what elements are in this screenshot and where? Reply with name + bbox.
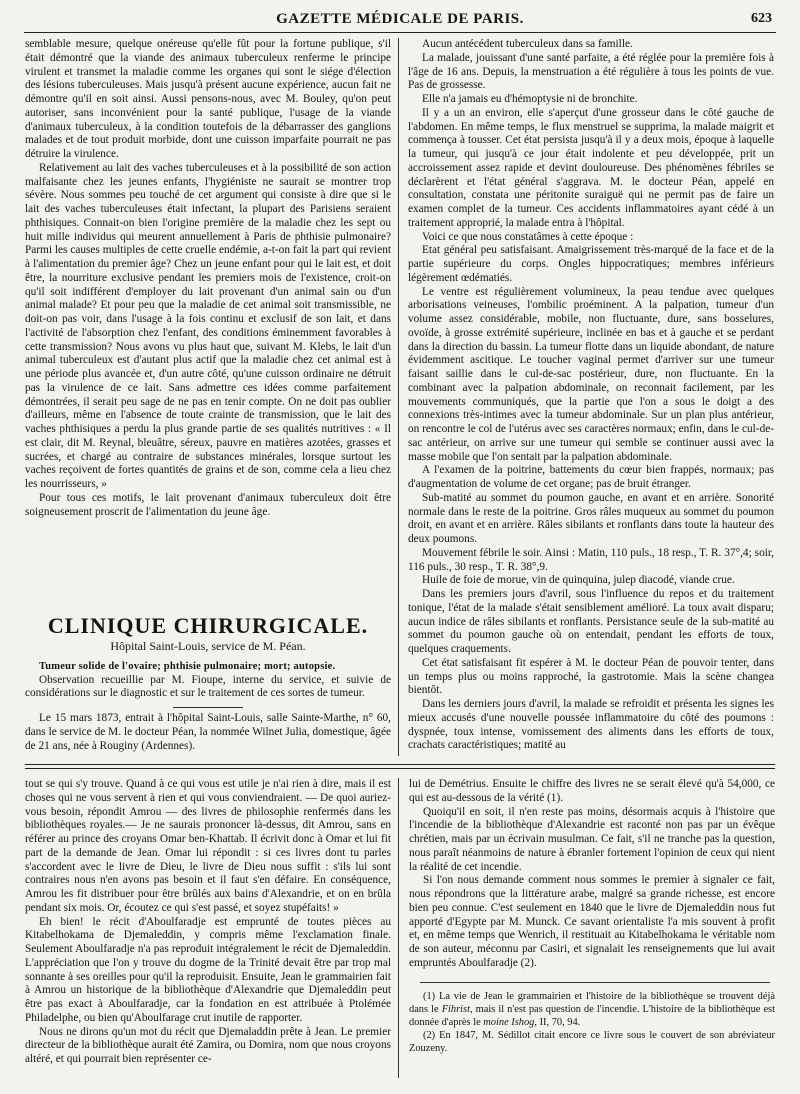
section-subtitle: Hôpital Saint-Louis, service de M. Péan. [110, 639, 306, 653]
paragraph: A l'examen de la poitrine, battements du cœur bien frappés, normaux; pas d'augmentation de volume de cet organe; pas de bruit étranger. [408, 464, 774, 490]
paragraph: La malade, jouissant d'une santé parfaite, a été réglée pour la première fois à l'âge de 16 ans. Depuis, la menstruation a été régulière à tous les points de vue. Pas de grossesse. [408, 51, 774, 92]
paragraph: Elle n'a jamais eu d'hémoptysie ni de bronchite. [422, 93, 638, 105]
paragraph: Pour tous ces motifs, le lait provenant d'animaux tuberculeux doit être soigneusement proscrit de l'alimentation du jeune âge. [25, 491, 391, 518]
footnotes [409, 990, 775, 1086]
observation-note: Observation recueillie par M. Fioupe, interne du service, et suivie de considérations sur le diagnostic et sur le traitement de ces sortes de tumeur. [25, 673, 391, 700]
column-top-right [408, 38, 774, 754]
page-header [24, 10, 776, 33]
paragraph: Quoiqu'il en soit, il n'en reste pas moins, désormais acquis à l'histoire que l'incendie de la bibliothèque d'Alexandrie est raconté non pas par un évêque chrétien, mais par un écrivain musulman. Ce fait, s'il ne tranche pas la question, nous paraît néanmoins de nature à ébranler fortement l'opinion de ceux qui nient la réalité de cet incendie. [409, 805, 775, 873]
column-bottom-left [25, 778, 391, 1084]
column-top-left [25, 38, 391, 620]
paragraph: Eh bien! le récit d'Aboulfaradje est emprunté de toutes pièces au Kitabelhokama de Djemaleddin, y compris même l'exclamation finale. Seulement Aboulfaradje n'a pas reproduit intégralement le récit de Djemaleddin. L'appréciation que l'on y trouve du dogme de la Trinité devait être par trop mal sonnante à ses oreilles pour qu'il la reproduisit. Ensuite, Jean le grammairien fait à Amrou un historique de la bibliothèque d'Alexandrie que Djemaleddin peut être pas exact à Aboulfaradje, car la fondation en est attribuée à Ptolémée Philadelphe, ou bien qu'Aboulfarage crut inutile de rapporter. [25, 915, 391, 1024]
section-rule [25, 764, 775, 765]
column-divider [398, 778, 399, 1078]
short-divider [173, 707, 243, 708]
journal-title: GAZETTE MÉDICALE DE PARIS. [276, 11, 524, 27]
column-bottom-right [409, 778, 775, 974]
paragraph: Mouvement fébrile le soir. Ainsi : Matin, 110 puls., 18 resp., T. R. 37°,4; soir, 116 puls., 30 resp., T. R. 38°,9. [408, 546, 774, 573]
paragraph: Si l'on nous demande comment nous sommes le premier à signaler ce fait, nous répondrons que la littérature arabe, malgré sa grande richesse, est encore bien peu connue. C'est seulement en 1840 que le livre de Djemaleddin nous fut apporté d'Egypte par M. Munck. Ce savant orientaliste l'a mis souvent à profit et, en même temps que Wenrich, il restituait au Kitabelhokama le véritable nom de son auteur, méconnu par Casiri, et signalait les renseignements que lui avait empruntés Aboulfaradje (2). [409, 874, 775, 969]
section-rule [25, 768, 775, 769]
paragraph: Dans les derniers jours d'avril, la malade se refroidit et présenta les signes les mieux accusés d'une nouvelle poussée inflammatoire du côté des poumons : dyspnée, toux intense, vomissement des aliments dans les efforts de toux, crachats caractéristiques; matité au [408, 698, 774, 752]
footnote-rule [420, 982, 770, 983]
paragraph: Le ventre est régulièrement volumineux, la peau tendue avec quelques arborisations veineuses, l'ombilic proéminent. A la palpation, tumeur d'un volume assez considérable, mobile, non fluctuante, dure, sans bosselures, ovoïde, à grosse extrémité supérieure, inclinée en bas et à gauche et se perdant dans la direction du bassin. La tumeur flotte dans un liquide abondant, de nature évidemment ascitique. Le toucher vaginal permet d'arriver sur une tumeur faisant saillie dans le cul-de-sac postérieur, dure, non fluctuante. En la combinant avec la palpation abdominale, on reconnait facilement, par les mouvements communiqués, que la partie que l'on a sous le doigt a des connexions très-intimes avec la tumeur abdominale. Sur un plan plus antérieur, on rencontre le col de l'utérus avec ses caractères normaux; enfin, dans le cul-de-sac antérieur, on arrive sur une tumeur qui semble se continuer aussi avec la masse mobile que l'on sentait par la palpation abdominale. [408, 285, 774, 463]
paragraph: semblable mesure, quelque onéreuse qu'elle fût pour la fortune publique, s'il était démontré que la viande des animaux tuberculeux renferme le principe virulent et transmet la maladie comme les organes qui sont le siége d'élection des lésions tuberculeuses. Mais jusqu'à présent aucune expérience, aucun fait ne démontre qu'il en soit ainsi. Aussi pensons-nous, avec M. Bouley, qu'on peut autoriser, sans inconvénient pour la santé publique, l'usage de la viande d'animaux tuberculeux, à la condition toutefois de la débarrasser des ganglions malades et de tout produit morbide, dont une cuisson imparfaite pourrait ne pas détruire la virulence. [25, 38, 391, 160]
paragraph: Il y a un an environ, elle s'aperçut d'une grosseur dans le côté gauche de l'abdomen. En même temps, le flux menstruel se supprima, la malade maigrit et commença à tousser. Cet état persista jusqu'à il y a deux mois, époque à laquelle la tumeur, qui jusqu'à ce jour était indolente et peu développée, prit un accroissement assez rapide et devint douloureuse. Des phénomènes fébriles se déclarèrent et l'état général s'aggrava. M. le docteur Péan, appelé en consultation, constata une péritonite suraiguë qui ne permit pas de faire un examen complet de la tumeur. Ces accidents inflammatoires ayant cédé à un traitement approprié, la malade entra à l'hôpital. [408, 106, 774, 229]
paragraph: Sub-matité au sommet du poumon gauche, en avant et en arrière. Sonorité normale dans le reste de la poitrine. Gros râles muqueux au sommet du poumon droit, en avant et en arrière. Râles sibilants et ronflants dans toute la hauteur des deux poumons. [408, 491, 774, 545]
paragraph: Aucun antécédent tuberculeux dans sa famille. [422, 38, 633, 50]
page-number: 623 [751, 11, 772, 26]
footnote-2: (2) En 1847, M. Sédillot citait encore ce livre sous le couvert de son abréviateur Zouzeny. [409, 1030, 775, 1054]
paragraph: Etat général peu satisfaisant. Amaigrissement très-marqué de la face et de la partie supérieure du corps. Ongles hippocratiques; membres inférieurs légèrement œdématiés. [408, 244, 774, 284]
paragraph: Dans les premiers jours d'avril, sous l'influence du repos et du traitement tonique, l'état de la malade s'était sensiblement amélioré. La toux avait disparu; aucun indice de râles sibilants et ronflants. Persistance seule de la sub-matité au sommet du poumon gauche où on entendait, pendant les efforts de toux, quelques craquements. [408, 588, 774, 655]
paragraph: tout se qui s'y trouve. Quand à ce qui vous est utile je n'ai rien à dire, mais il est choses qui ne vous servent à rien et qui vous conviendraient. — De quoi auriez-vous besoin, répondit Amrou — des livres de philosophie renfermés dans les bibliothèques royales.— Je ne saurais prononcer là-dessus, dit Amrou, sans en référer au prince des croyans Omar ben-Khattab. Il écrivit donc à Omar et lui fit part de la demande de Jean. Omar lui répondit : si ces livres dont tu parles s'accordent avec le livre de Dieu, le livre de Dieu nous suffit : s'ils lui sont contraires nous n'en avons pas besoin et il faut s'en défaire. En conséquence, Amrou les fit distribuer pour être brûlés aux bains d'Alexandrie, et on en brûla pendant six mois. Or, écoutez ce qui s'est passé, et soyez stupéfaits! » [25, 778, 391, 914]
clinique-section [25, 596, 391, 758]
section-heading: CLINIQUE CHIRURGICALE. [47, 613, 369, 638]
paragraph: Voici ce que nous constatâmes à cette époque : [422, 230, 634, 243]
paragraph: Cet état satisfaisant fit espérer à M. le docteur Péan de pouvoir tenter, dans un temps plus ou moins rapproché, la gastrotomie. Mais la scène changea bientôt. [408, 656, 774, 697]
case-title: Tumeur solide de l'ovaire; phthisie pulmonaire; mort; autopsie. [39, 660, 336, 672]
column-divider [398, 38, 399, 756]
paragraph: Nous ne dirons qu'un mot du récit que Djemaladdin prête à Jean. Le premier directeur de la bibliothèque aurait été Zamira, ou Domira, nom que nous croyons altéré, et qui pourrait bien représenter ce- [25, 1025, 391, 1065]
paragraph: Relativement au lait des vaches tuberculeuses et à la possibilité de son action malfaisante chez les jeunes enfants, l'hygiéniste ne saurait se montrer trop sévère. Nous sommes peu touché de cet argument qui consiste à dire que si le lait des vaches tuberculeuses était infectant, la plupart des Parisiens seraient phthisiques. Connait-on bien l'origine première de la maladie chez les sept ou huit mille individus qui meurent annuellement à Paris de phthisie pulmonaire? Parmi les causes multiples de cette cruelle endémie, a-t-on fait la part qui revient à l'alimentation du premier âge? Chez un jeune enfant pour qui le lait est, et doit être, la nourriture exclusive pendant les premiers mois de l'existence, croit-on qu'il soit indifférent d'employer du lait provenant d'un animal sain ou d'un animal malade? Et pour peu que la maladie de cet animal soit transmissible, ne doit-on pas voir, dans l'usage à la fois continu et exclusif de son lait, et dans l'activité de l'absorption chez l'enfant, des conditions éminemment favorables à cette transmission? Nous avons vu plus haut que, suivant M. Klebs, le lait d'un animal tuberculeux est d'autant plus actif que la maladie chez cet animal est à une période plus avancée et, d'un autre côté, qu'une cuisson ordinaire ne détruit pas la virulence de ce lait. Sans admettre ces idées comme parfaitement démontrées, il serait peu sage de ne pas en tenir compte. On ne doit pas oublier d'ailleurs, même en l'absence de toute crainte de transmission, que le lait des vaches phthisiques a perdu la plus grande partie de ses qualités nutritives : « Il est clair, dit M. Reynal, bleuâtre, séreux, pauvre en matières azotées, grasses et sucrées, et chargé au contraire de substances minérales, lorsque surtout les vaches reçoivent de fortes quantités de grains et de son, comme cela a lieu chez les nourrisseurs, » [25, 161, 391, 490]
footnote-1: (1) La vie de Jean le grammairien et l'histoire de la bibliothèque se trouvent déjà dans le Fihrist, mais il n'est pas question de l'incendie. L'histoire de la bibliothèque est donnée d'après le moine Ishog, II, 70, 94. [409, 991, 775, 1028]
case-intro: Le 15 mars 1873, entrait à l'hôpital Saint-Louis, salle Sainte-Marthe, n° 60, dans le service de M. le docteur Péan, la nommée Wilnet Julia, domestique, âgée de 21 ans, née à Rouginy (Ardennes). [25, 712, 391, 752]
paragraph: Huile de foie de morue, vin de quinquina, julep diacodé, viande crue. [422, 574, 735, 587]
paragraph: lui de Demétrius. Ensuite le chiffre des livres ne se serait élevé qu'à 54,000, ce qui est au-dessous de la vérité (1). [409, 778, 775, 804]
